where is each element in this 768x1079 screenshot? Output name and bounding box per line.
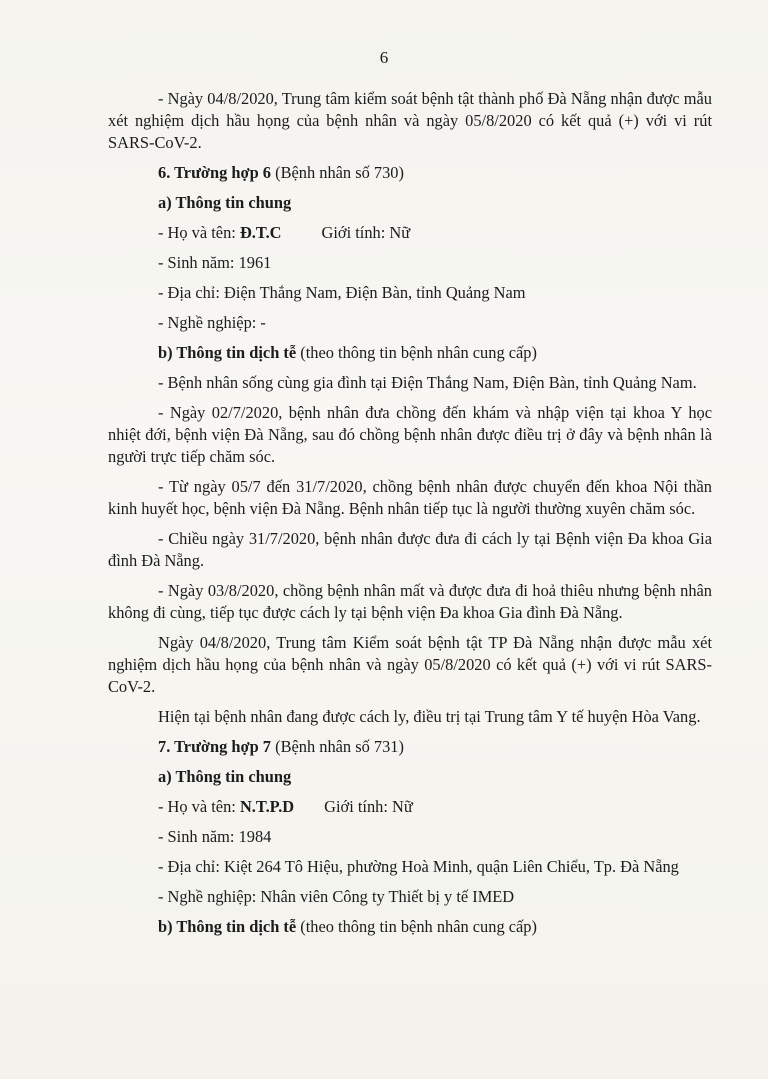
case6-epi-item: - Bệnh nhân sống cùng gia đình tại Điện Thắng Nam, Điện Bàn, tỉnh Quảng Nam. xyxy=(158,373,697,392)
case7-gender: Giới tính: Nữ xyxy=(324,797,413,816)
case6-epi-item: Ngày 04/8/2020, Trung tâm Kiểm soát bệnh tật TP Đà Nẵng nhận được mẫu xét nghiệm dịch hầu họng của bệnh nhân và ngày 05/8/2020 có kết quả (+) với vi rút SARS-CoV-2. xyxy=(108,633,712,696)
case6-epi-item: - Chiều ngày 31/7/2020, bệnh nhân được đưa đi cách ly tại Bệnh viện Đa khoa Gia đình Đà Nẵng. xyxy=(108,529,712,570)
case6-name-value: Đ.T.C xyxy=(239,223,282,242)
paragraph-case5-result: - Ngày 04/8/2020, Trung tâm kiểm soát bệnh tật thành phố Đà Nẵng nhận được mẫu xét nghiệm dịch hầu họng của bệnh nhân và ngày 05/8/2020 có kết quả (+) với vi rút SARS-CoV-2. xyxy=(108,89,712,152)
case6-heading xyxy=(108,162,712,184)
case6-heading-patient: (Bệnh nhân số 730) xyxy=(271,163,404,182)
case6-birth: - Sinh năm: 1961 xyxy=(158,253,272,272)
case6-epi-item: - Ngày 03/8/2020, chồng bệnh nhân mất và được đưa đi hoả thiêu nhưng bệnh nhân không đi cùng, tiếp tục được cách ly tại bệnh viện Đa khoa Gia đình Đà Nẵng. xyxy=(108,581,712,622)
case6-epi-heading-title: b) Thông tin dịch tễ xyxy=(158,343,297,362)
case6-epi-item: - Từ ngày 05/7 đến 31/7/2020, chồng bệnh nhân được chuyển đến khoa Nội thần kinh huyết học, bệnh viện Đà Nẵng. Bệnh nhân tiếp tục là người thường xuyên chăm sóc. xyxy=(108,477,712,518)
case7-epi-heading xyxy=(108,916,712,938)
case6-epi-heading xyxy=(108,342,712,364)
case7-name-label: - Họ và tên: xyxy=(158,797,240,816)
case6-name-line xyxy=(108,222,712,244)
case6-general-heading: a) Thông tin chung xyxy=(158,193,292,212)
case7-birth: - Sinh năm: 1984 xyxy=(158,827,272,846)
case6-name-label: - Họ và tên: xyxy=(158,223,240,242)
case7-address: - Địa chỉ: Kiệt 264 Tô Hiệu, phường Hoà Minh, quận Liên Chiểu, Tp. Đà Nẵng xyxy=(158,857,679,876)
case6-address: - Địa chỉ: Điện Thắng Nam, Điện Bàn, tỉnh Quảng Nam xyxy=(158,283,526,302)
case7-heading-patient: (Bệnh nhân số 731) xyxy=(271,737,404,756)
case6-epi-item: - Ngày 02/7/2020, bệnh nhân đưa chồng đến khám và nhập viện tại khoa Y học nhiệt đới, bệnh viện Đà Nẵng, sau đó chồng bệnh nhân được điều trị ở đây và bệnh nhân là người trực tiếp chăm sóc. xyxy=(108,403,712,466)
case7-heading xyxy=(108,736,712,758)
case6-gender: Giới tính: Nữ xyxy=(321,223,411,242)
case7-general-heading: a) Thông tin chung xyxy=(158,767,292,786)
case6-heading-title: 6. Trường hợp 6 xyxy=(158,163,272,182)
case7-name-line xyxy=(108,796,712,818)
case7-epi-heading-title: b) Thông tin dịch tễ xyxy=(158,917,297,936)
case7-epi-heading-note: (theo thông tin bệnh nhân cung cấp) xyxy=(296,917,537,936)
case7-heading-title: 7. Trường hợp 7 xyxy=(158,737,272,756)
case7-name-value: N.T.P.D xyxy=(239,797,295,816)
case6-job: - Nghề nghiệp: - xyxy=(158,313,266,332)
case6-epi-item: Hiện tại bệnh nhân đang được cách ly, điều trị tại Trung tâm Y tế huyện Hòa Vang. xyxy=(158,707,701,726)
case7-job: - Nghề nghiệp: Nhân viên Công ty Thiết bị y tế IMED xyxy=(158,887,515,906)
page-number: 6 xyxy=(379,48,389,67)
case6-epi-heading-note: (theo thông tin bệnh nhân cung cấp) xyxy=(296,343,537,362)
document-body xyxy=(108,88,712,946)
